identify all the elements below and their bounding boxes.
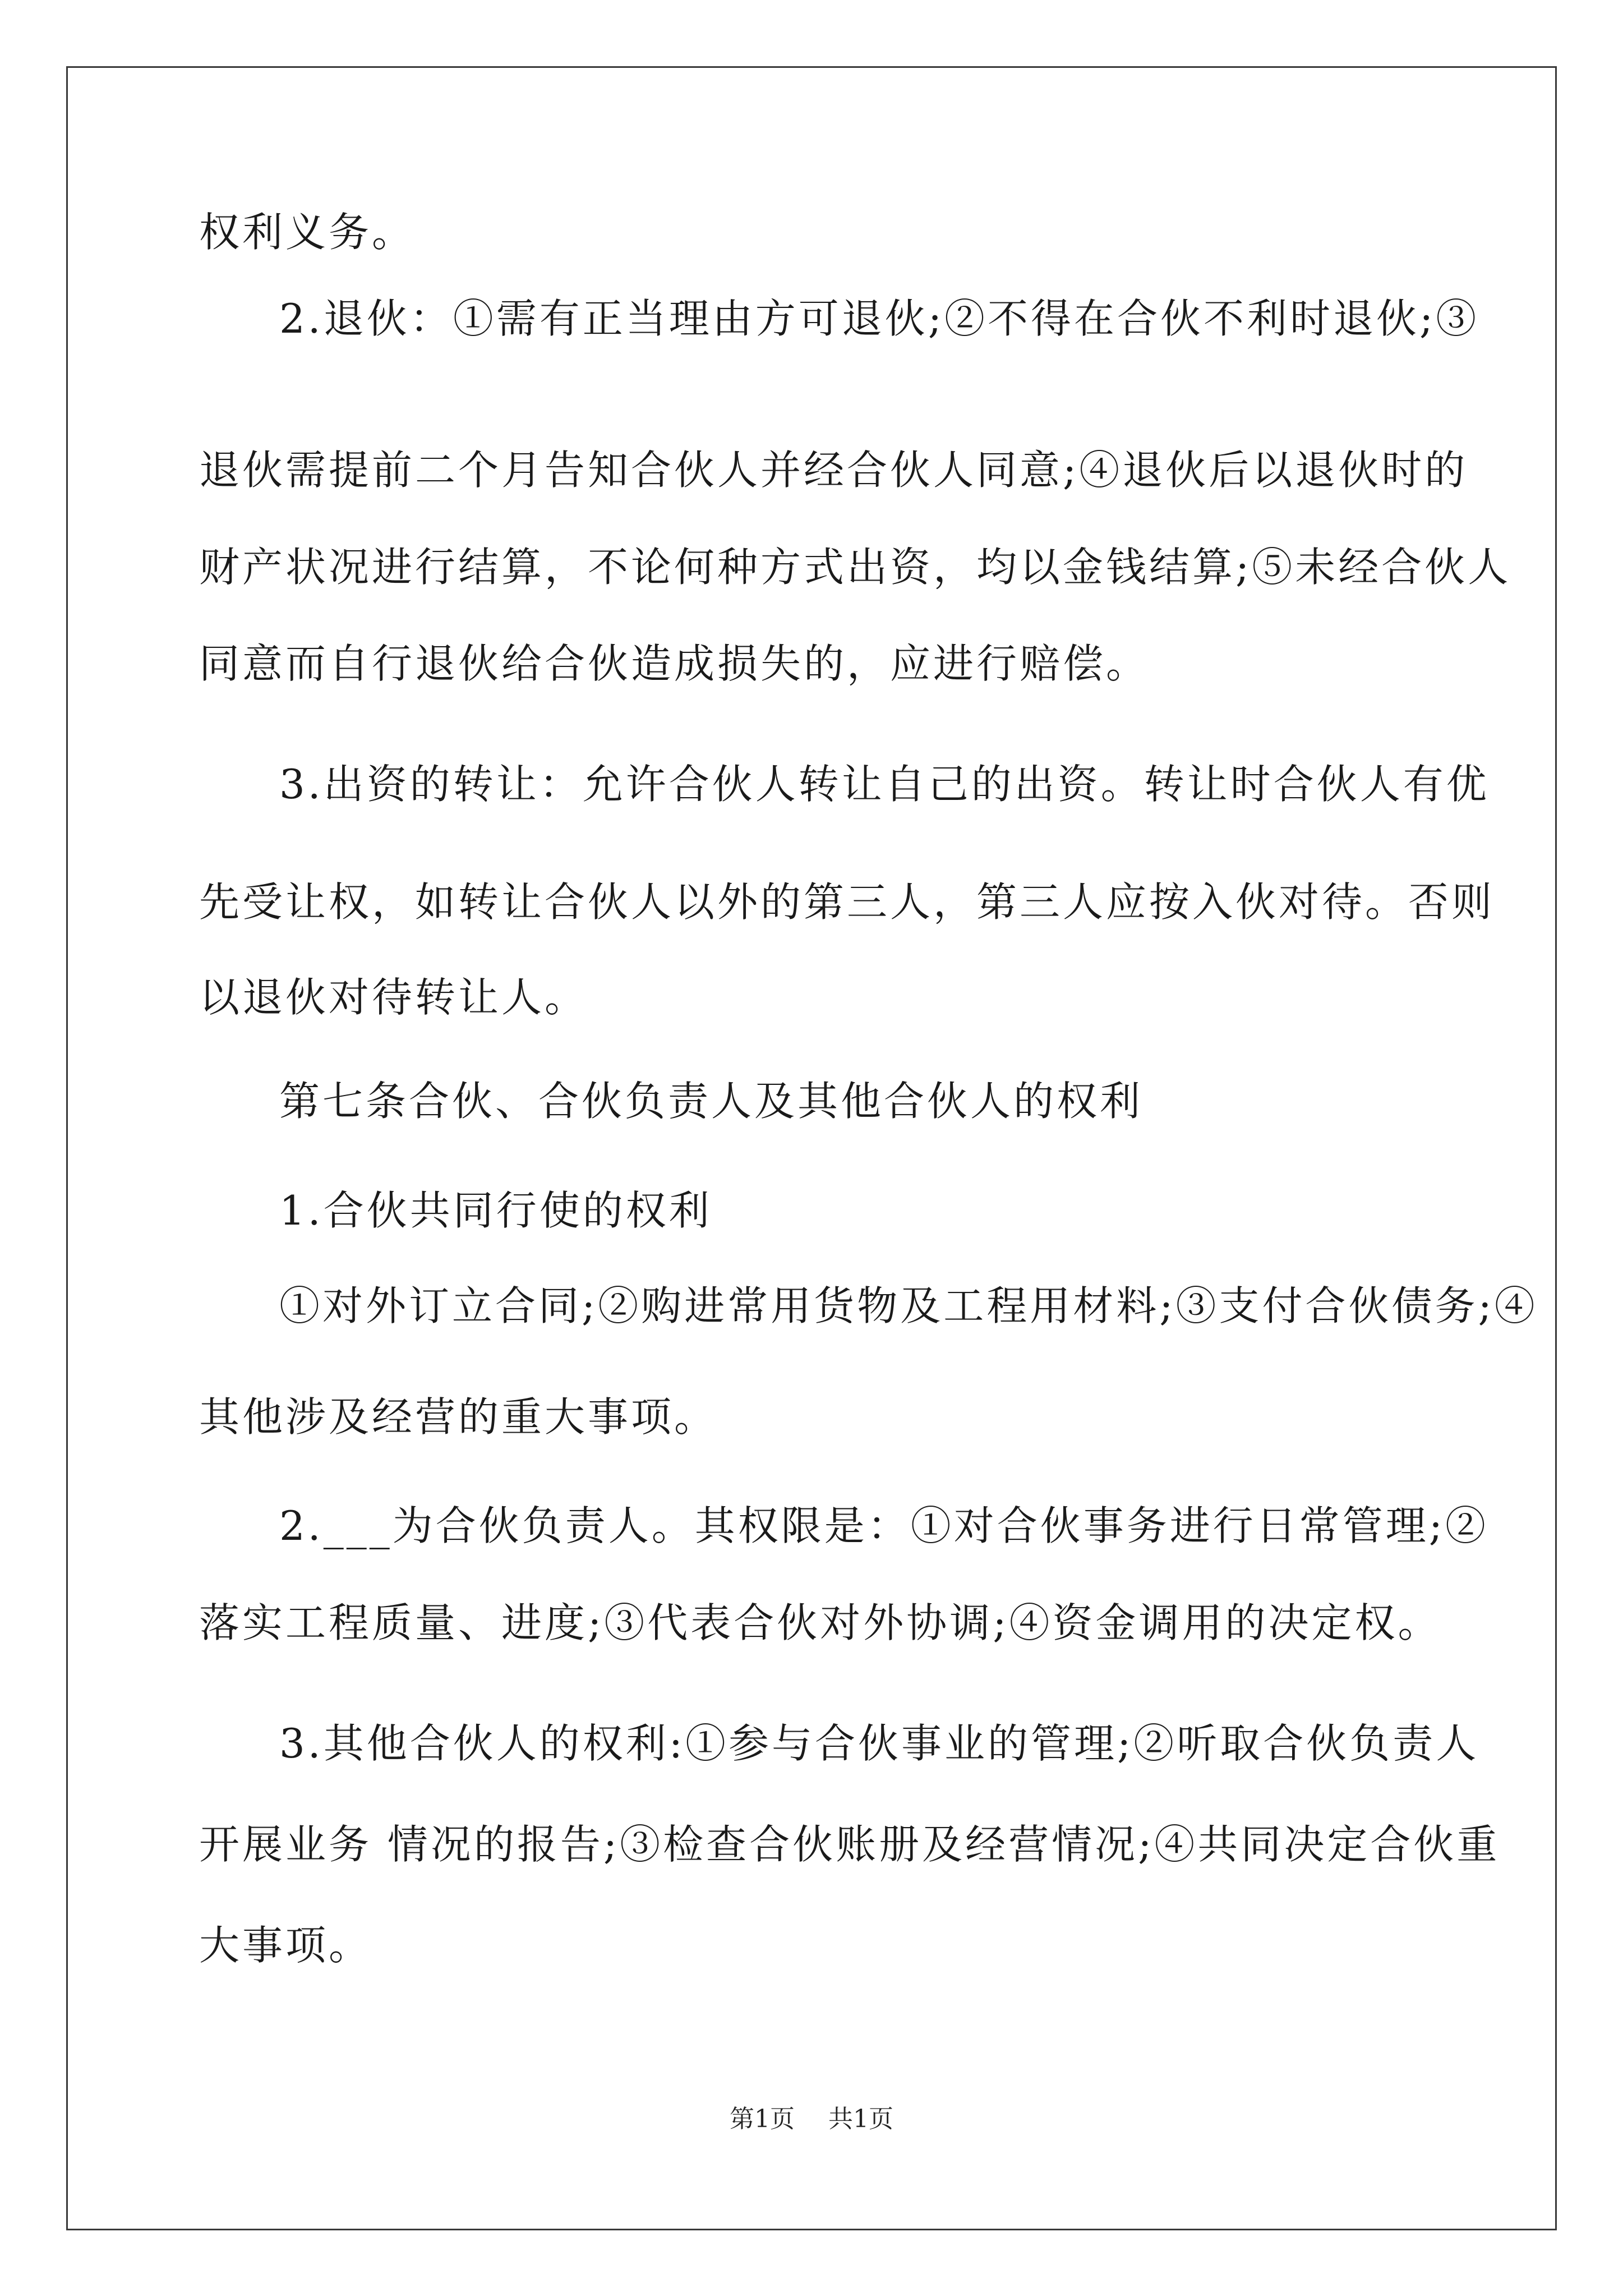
text-line: 先受让权，如转让合伙人以外的第三人，第三人应按入伙对待。否则 bbox=[199, 878, 1495, 926]
text-line: 2.___为合伙负责人。其权限是：①对合伙事务进行日常管理;② bbox=[279, 1502, 1488, 1549]
text-line: 退伙需提前二个月告知合伙人并经合伙人同意;④退伙后以退伙时的 bbox=[199, 447, 1468, 494]
text-line: 3.其他合伙人的权利:①参与合伙事业的管理;②听取合伙负责人 bbox=[279, 1720, 1479, 1767]
text-line: 以退伙对待转让人。 bbox=[199, 974, 588, 1021]
text-line: 开展业务 情况的报告;③检查合伙账册及经营情况;④共同决定合伙重 bbox=[199, 1821, 1500, 1868]
section-heading: 第七条合伙、合伙负责人及其他合伙人的权利 bbox=[279, 1078, 1144, 1125]
text-line: 1.合伙共同行使的权利 bbox=[279, 1187, 712, 1234]
text-line: 大事项。 bbox=[199, 1922, 372, 1969]
text-line: 3.出资的转让：允许合伙人转让自己的出资。转让时合伙人有优 bbox=[279, 761, 1490, 808]
text-line: 同意而自行退伙给合伙造成损失的，应进行赔偿。 bbox=[199, 640, 1150, 687]
page-footer bbox=[0, 2102, 1623, 2136]
text-line: 权利义务。 bbox=[199, 209, 416, 256]
page-number: 第1页 bbox=[730, 2105, 795, 2133]
text-line: 财产状况进行结算，不论何种方式出资，均以金钱结算;⑤未经合伙人 bbox=[199, 544, 1511, 591]
text-line: 其他涉及经营的重大事项。 bbox=[199, 1393, 718, 1441]
page-count: 共1页 bbox=[828, 2105, 893, 2133]
text-line: 2.退伙：①需有正当理由方可退伙;②不得在合伙不利时退伙;③ bbox=[279, 295, 1479, 342]
text-line: 落实工程质量、进度;③代表合伙对外协调;④资金调用的决定权。 bbox=[199, 1599, 1441, 1646]
page-border bbox=[66, 66, 1557, 2230]
text-line: ①对外订立合同;②购进常用货物及工程用材料;③支付合伙债务;④ bbox=[279, 1282, 1538, 1329]
